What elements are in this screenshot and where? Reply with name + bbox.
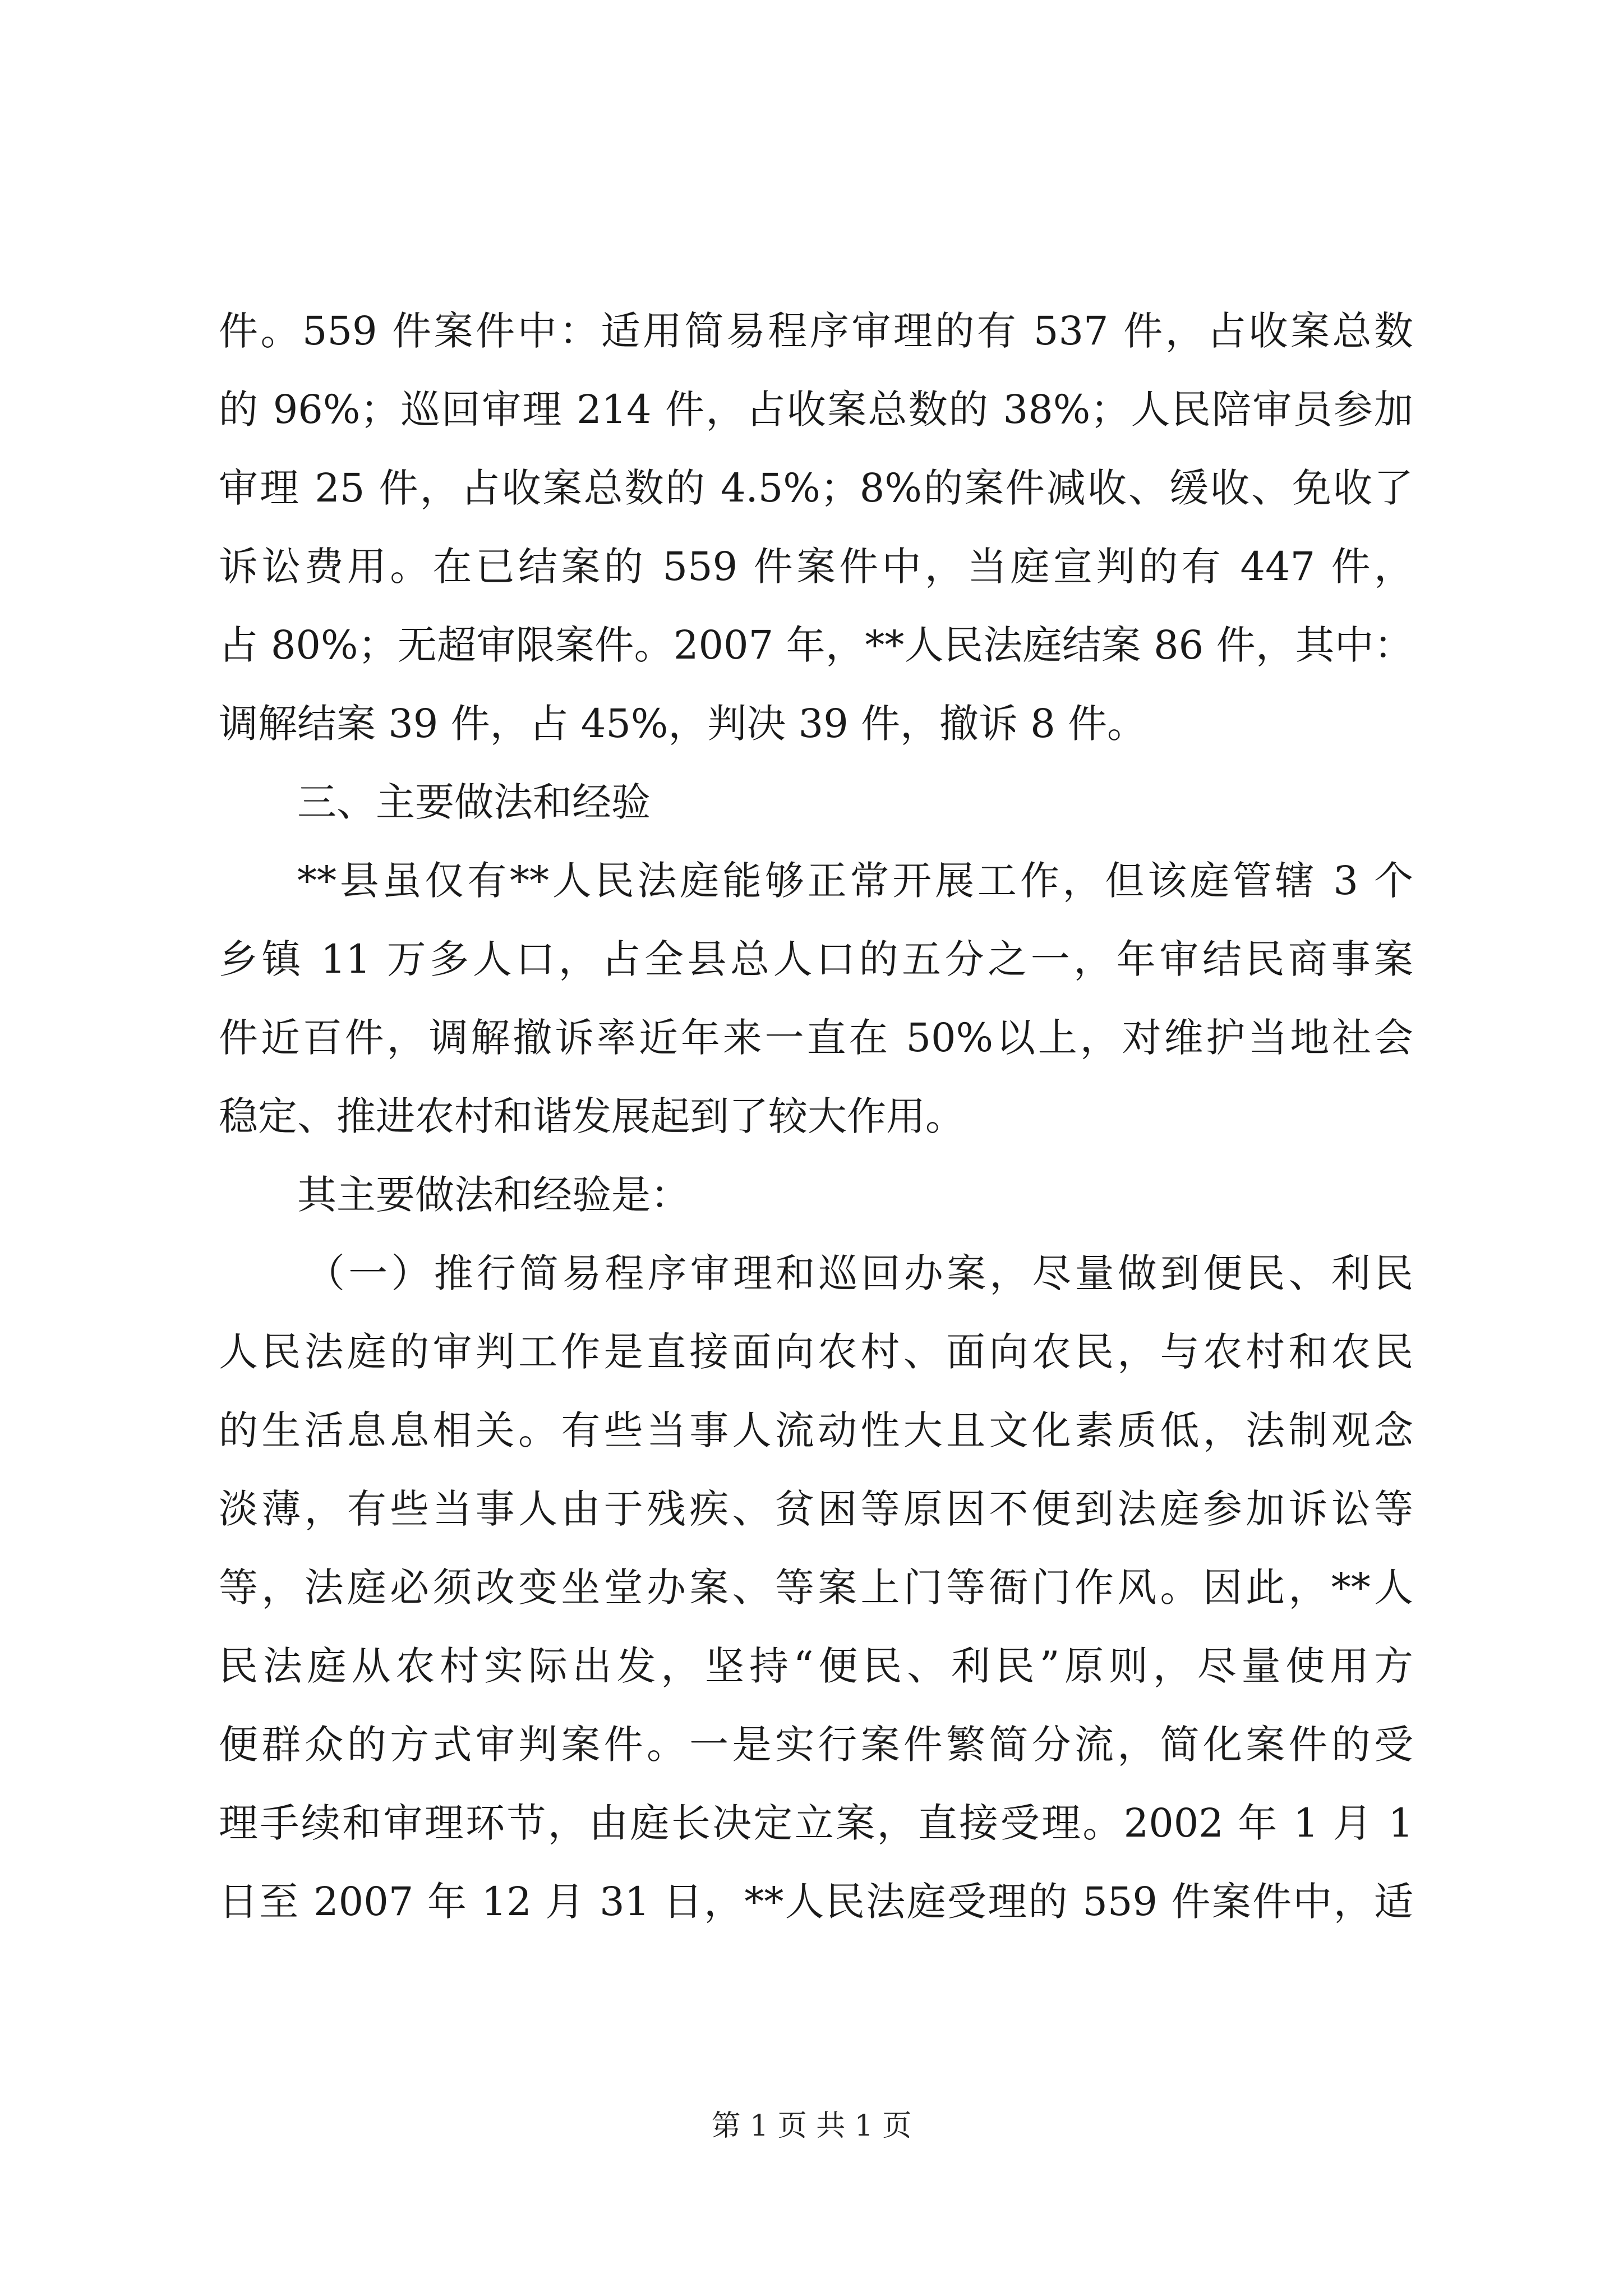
text-line-8: **县虽仅有**人民法庭能够正常开展工作，但该庭管辖 3 个 — [297, 858, 1413, 904]
text-line-3: 审理 25 件，占收案总数的 4.5%；8%的案件减收、缓收、免收了 — [219, 465, 1413, 511]
text-line-5: 占 80%；无超审限案件。2007 年，**人民法庭结案 86 件，其中： — [219, 622, 1413, 668]
text-line-17: 等，法庭必须改变坐堂办案、等案上门等衙门作风。因此，**人 — [219, 1565, 1413, 1611]
text-line-1: 件。559 件案件中：适用简易程序审理的有 537 件，占收案总数 — [219, 308, 1413, 354]
text-line-20: 理手续和审理环节，由庭长决定立案，直接受理。2002 年 1 月 1 — [219, 1800, 1413, 1846]
subsection-heading: （一）推行简易程序审理和巡回办案，尽量做到便民、利民 — [306, 1250, 1413, 1296]
text-line-11: 稳定、推进农村和谐发展起到了较大作用。 — [219, 1093, 965, 1139]
page-footer: 第 1 页 共 1 页 — [711, 2109, 912, 2143]
text-line-19: 便群众的方式审判案件。一是实行案件繁简分流，简化案件的受 — [219, 1722, 1413, 1768]
document-body — [219, 292, 1413, 1941]
text-line-9: 乡镇 11 万多人口，占全县总人口的五分之一，年审结民商事案 — [219, 936, 1413, 982]
text-line-4: 诉讼费用。在已结案的 559 件案件中，当庭宣判的有 447 件， — [219, 544, 1413, 590]
text-line-18: 民法庭从农村实际出发，坚持“便民、利民”原则，尽量使用方 — [219, 1643, 1413, 1689]
section-heading: 三、主要做法和经验 — [297, 779, 651, 825]
text-line-14: 人民法庭的审判工作是直接面向农村、面向农民，与农村和农民 — [219, 1329, 1413, 1375]
text-line-12: 其主要做法和经验是： — [297, 1172, 690, 1218]
text-line-6: 调解结案 39 件，占 45%，判决 39 件，撤诉 8 件。 — [219, 701, 1147, 747]
text-line-15: 的生活息息相关。有些当事人流动性大且文化素质低，法制观念 — [219, 1407, 1413, 1453]
text-line-2: 的 96%；巡回审理 214 件，占收案总数的 38%；人民陪审员参加 — [219, 386, 1413, 432]
text-line-10: 件近百件，调解撤诉率近年来一直在 50%以上，对维护当地社会 — [219, 1015, 1413, 1061]
text-line-16: 淡薄，有些当事人由于残疾、贫困等原因不便到法庭参加诉讼等 — [219, 1486, 1413, 1532]
text-line-21: 日至 2007 年 12 月 31 日，**人民法庭受理的 559 件案件中，适 — [219, 1879, 1413, 1925]
